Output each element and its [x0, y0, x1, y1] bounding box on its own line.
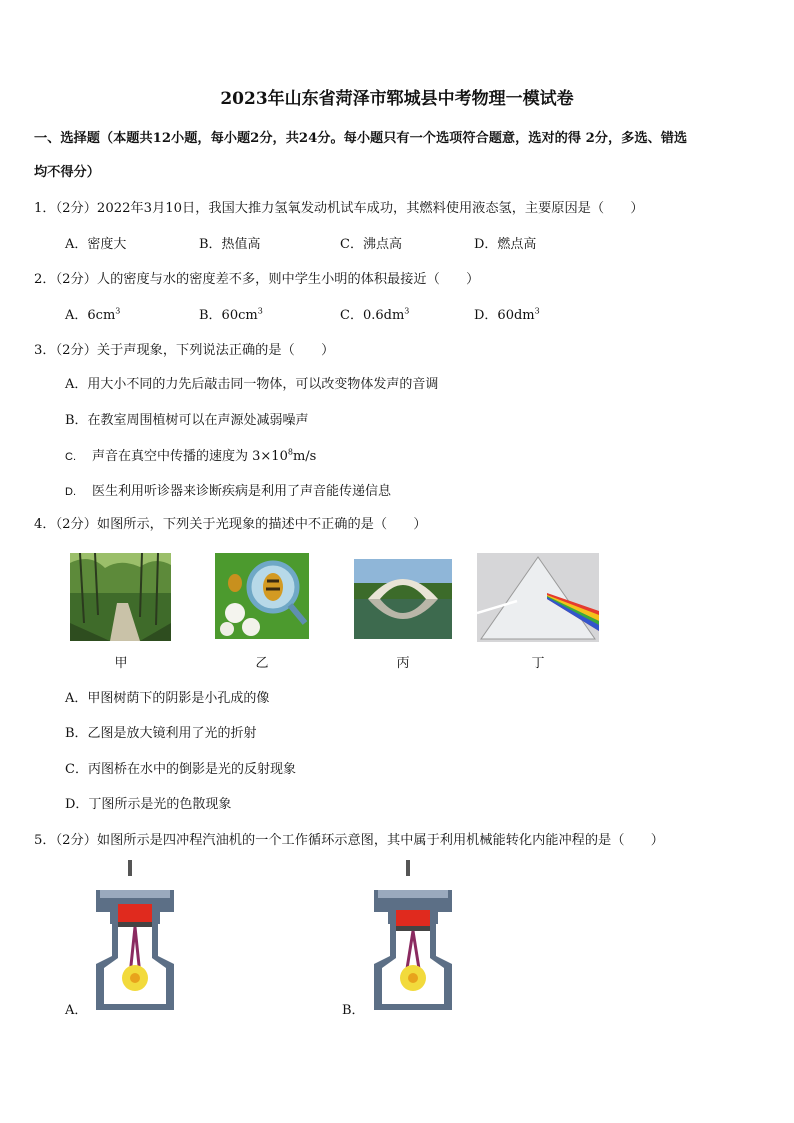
q4-option-a: A．甲图树荫下的阴影是小孔成的像 [65, 691, 270, 706]
q1-option-b: B．热值高 [199, 237, 261, 252]
q5-option-b-label: B． [342, 1003, 365, 1018]
q2-option-b: B．$60cm^3$ [199, 306, 263, 323]
caption-bing: 丙 [396, 656, 410, 671]
q4-option-c: C．丙图桥在水中的倒影是光的反射现象 [65, 762, 296, 777]
caption-yi: 乙 [255, 656, 269, 671]
section-heading: 一、选择题（本题共12小题，每小题2分，共24分。每小题只有一个选项符合题意，选对的得 2分，多选、错选 [34, 131, 688, 146]
q4-option-b: B．乙图是放大镜利用了光的折射 [65, 726, 257, 741]
prism-dispersion-diagram [477, 553, 599, 642]
q2-option-a: A．$6cm^3$ [65, 306, 121, 323]
engine-stroke-a-diagram [92, 860, 178, 1016]
section-heading-cont: 均不得分） [34, 165, 100, 180]
q1-option-c: C．沸点高 [340, 237, 402, 252]
q1-option-a: A．密度大 [65, 237, 127, 252]
caption-ding: 丁 [531, 656, 545, 671]
q4-option-d: D．丁图所示是光的色散现象 [65, 797, 232, 812]
question-5-stem: 5．（2分）如图所示是四冲程汽油机的一个工作循环示意图，其中属于利用机械能转化内能冲程的是（ ） [34, 833, 664, 848]
q2-option-d: D．$60dm^3$ [474, 306, 540, 323]
tree-shade-photo [70, 553, 171, 641]
q3-option-d: D. 医生利用听诊器来诊断疾病是利用了声音能传递信息 [65, 484, 392, 499]
question-4-stem: 4．（2分）如图所示，下列关于光现象的描述中不正确的是（ ） [34, 517, 427, 532]
caption-jia: 甲 [114, 656, 128, 671]
question-2-stem: 2．（2分）人的密度与水的密度差不多，则中学生小明的体积最接近（ ） [34, 272, 480, 287]
q1-option-d: D．燃点高 [474, 237, 537, 252]
question-3-stem: 3．（2分）关于声现象，下列说法正确的是（ ） [34, 343, 335, 358]
page-title: 2023年山东省菏泽市郓城县中考物理一模试卷 [220, 89, 574, 109]
engine-stroke-b-diagram [370, 860, 456, 1016]
q3-option-c: C. 声音在真空中传播的速度为 $3\times 10^8m/s$ [65, 447, 317, 464]
magnifier-bee-photo [215, 553, 309, 639]
q3-option-b: B．在教室周围植树可以在声源处减弱噪声 [65, 413, 309, 428]
question-1-stem: 1．（2分）2022年3月10日，我国大推力氢氧发动机试车成功，其燃料使用液态氢，主要原因是（ ） [34, 201, 644, 216]
q3-option-a: A．用大小不同的力先后敲击同一物体，可以改变物体发声的音调 [65, 377, 439, 392]
bridge-reflection-photo [354, 559, 452, 639]
q2-option-c: C．$0.6dm^3$ [340, 306, 410, 323]
q5-option-a-label: A． [65, 1003, 88, 1018]
